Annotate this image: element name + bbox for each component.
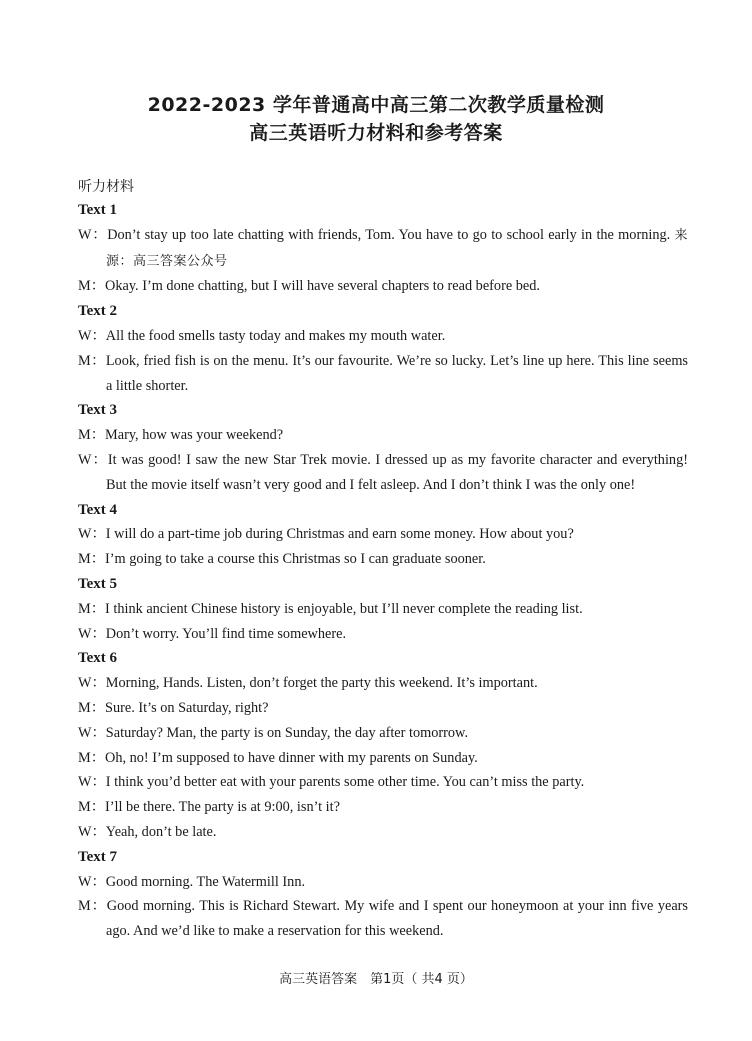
dialogue-line — [78, 274, 688, 299]
speaker-label: W — [78, 774, 92, 791]
utterance-text: Don’t stay up too late chatting with friends, Tom. You have to go to school early in the morning. — [107, 226, 671, 243]
speaker-separator: ： — [91, 327, 106, 344]
speaker-label: W — [78, 327, 92, 344]
utterance-text: Good morning. The Watermill Inn. — [105, 873, 306, 890]
speaker-separator: ： — [90, 427, 106, 444]
speaker-label: W — [78, 451, 92, 468]
text-heading: Text 4 — [78, 501, 118, 518]
speaker-label: M — [78, 898, 91, 915]
text-heading: Text 6 — [78, 650, 118, 667]
source-note: 来源：高三答案公众号 — [106, 227, 688, 269]
dialogue-line — [78, 597, 688, 622]
transcript-content — [78, 198, 688, 944]
speaker-separator: ： — [91, 724, 106, 741]
utterance-text: Okay. I’m done chatting, but I will have several chapters to read before bed. — [105, 278, 540, 295]
speaker-label: M — [78, 278, 91, 295]
speaker-label: W — [78, 625, 92, 642]
speaker-label: W — [78, 724, 92, 741]
speaker-label: M — [78, 749, 91, 766]
utterance-text: I will do a part-time job during Christmas and earn some money. How about you? — [105, 526, 574, 543]
speaker-separator: ： — [90, 749, 106, 766]
speaker-separator: ： — [91, 873, 106, 890]
dialogue-line — [78, 622, 688, 647]
dialogue-line — [78, 746, 688, 771]
utterance-text: I’ll be there. The party is at 9:00, isn’t it? — [105, 799, 340, 816]
text-heading: Text 2 — [78, 303, 118, 320]
utterance-text: Oh, no! I’m supposed to have dinner with my parents on Sunday. — [105, 749, 478, 766]
dialogue-line — [78, 671, 688, 696]
speaker-separator: ： — [91, 774, 106, 791]
speaker-separator: ： — [91, 526, 106, 543]
section-label: 听力材料 — [78, 179, 134, 195]
dialogue-line — [78, 894, 688, 944]
speaker-label: W — [78, 526, 92, 543]
page-title: 2022-2023 学年普通高中高三第二次教学质量检测 — [147, 94, 605, 116]
dialogue-line — [78, 870, 688, 895]
text-heading: Text 1 — [78, 202, 118, 218]
speaker-label: M — [78, 427, 91, 444]
utterance-text: It was good! I saw the new Star Trek movie. I dressed up as my favorite character and everything! But the movie itself wasn’t very good and I felt asleep. And I don’t think I was the only one! — [106, 451, 688, 493]
speaker-label: M — [78, 699, 91, 716]
utterance-text: Look, fried fish is on the menu. It’s our favourite. We’re so lucky. Let’s line up here. This line seems a little shorter. — [105, 352, 688, 394]
dialogue-line — [78, 721, 688, 746]
speaker-label: W — [78, 823, 92, 840]
text-heading: Text 5 — [78, 575, 118, 592]
speaker-separator: ： — [90, 699, 106, 716]
speaker-label: M — [78, 551, 91, 568]
speaker-label: M — [78, 600, 91, 617]
speaker-separator: ： — [91, 675, 106, 692]
speaker-separator: ： — [90, 352, 106, 369]
dialogue-line — [78, 223, 688, 275]
text-heading: Text 3 — [78, 402, 118, 419]
speaker-label: W — [78, 675, 92, 692]
speaker-separator: ： — [90, 898, 107, 915]
dialogue-line — [78, 795, 688, 820]
speaker-label: M — [78, 799, 91, 816]
dialogue-line — [78, 522, 688, 547]
dialogue-line — [78, 696, 688, 721]
dialogue-line — [78, 820, 688, 845]
text-heading: Text 7 — [78, 848, 118, 865]
utterance-text: Good morning. This is Richard Stewart. My wife and I spent our honeymoon at your inn five years ago. And we’d like to make a reservation for this weekend. — [106, 898, 688, 940]
utterance-text: Saturday? Man, the party is on Sunday, the day after tomorrow. — [105, 724, 469, 741]
dialogue-line — [78, 770, 688, 795]
dialogue-line — [78, 448, 688, 498]
speaker-separator: ： — [90, 278, 106, 295]
page-subtitle: 高三英语听力材料和参考答案 — [249, 122, 503, 144]
utterance-text: I think you’d better eat with your parents some other time. You can’t miss the party. — [105, 774, 585, 791]
utterance-text: Mary, how was your weekend? — [105, 427, 284, 444]
speaker-separator: ： — [91, 823, 106, 840]
dialogue-line — [78, 324, 688, 349]
speaker-separator: ： — [91, 226, 108, 243]
speaker-label: M — [78, 352, 91, 369]
utterance-text: I think ancient Chinese history is enjoyable, but I’ll never complete the reading list. — [105, 600, 583, 617]
speaker-separator: ： — [90, 799, 106, 816]
page-footer: 高三英语答案 第1页（ 共4 页） — [279, 972, 473, 987]
utterance-text: Don’t worry. You’ll find time somewhere. — [105, 625, 347, 642]
dialogue-line — [78, 423, 688, 448]
utterance-text: Morning, Hands. Listen, don’t forget the party this weekend. It’s important. — [105, 675, 538, 692]
dialogue-line — [78, 349, 688, 399]
speaker-separator: ： — [90, 551, 106, 568]
speaker-separator: ： — [91, 451, 108, 468]
utterance-text: I’m going to take a course this Christmas so I can graduate sooner. — [105, 551, 486, 568]
speaker-label: W — [78, 873, 92, 890]
utterance-text: Yeah, don’t be late. — [105, 823, 217, 840]
dialogue-line — [78, 547, 688, 572]
speaker-separator: ： — [91, 625, 106, 642]
speaker-separator: ： — [90, 600, 106, 617]
utterance-text: Sure. It’s on Saturday, right? — [105, 699, 269, 716]
speaker-label: W — [78, 226, 92, 243]
utterance-text: All the food smells tasty today and makes my mouth water. — [105, 327, 446, 344]
